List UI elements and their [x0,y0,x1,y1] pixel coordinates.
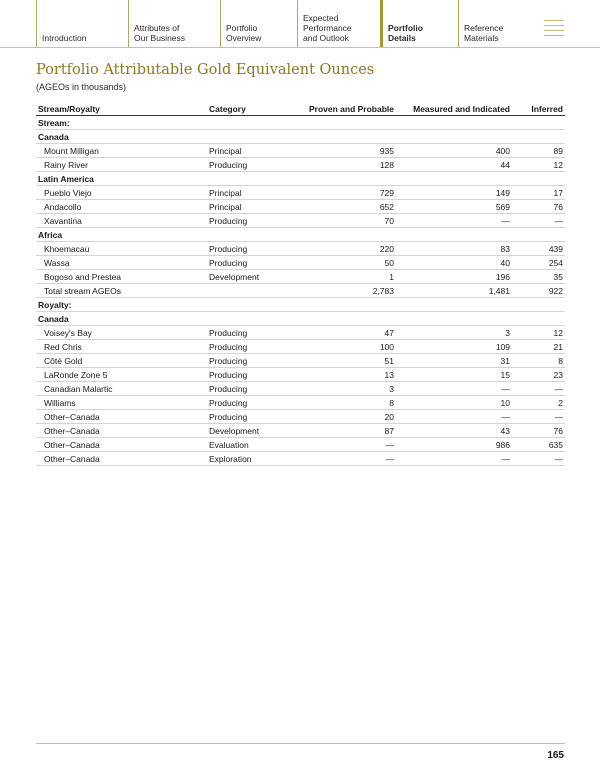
cell-inferred: 635 [512,438,565,452]
cell-measured-indicated: 400 [396,144,512,158]
cell-measured-indicated: 3 [396,326,512,340]
cell-category: Evaluation [207,438,303,452]
cell-name: Total stream AGEOs [36,284,207,298]
cell-name: Mount Milligan [36,144,207,158]
cell-name: Andacollo [36,200,207,214]
table-row [36,242,565,256]
cell-proven-probable: 652 [303,200,396,214]
cell-measured-indicated: — [396,410,512,424]
cell-inferred: 17 [512,186,565,200]
cell-category: Producing [207,256,303,270]
header-inferred: Inferred [512,102,565,116]
cell-proven-probable: — [303,452,396,466]
cell-inferred: 89 [512,144,565,158]
page-title: Portfolio Attributable Gold Equivalent Ounces [36,62,375,78]
nav-tab-label: Introduction [42,33,87,43]
cell-proven-probable: 128 [303,158,396,172]
cell-category: Producing [207,368,303,382]
cell-inferred: — [512,214,565,228]
cell-measured-indicated: — [396,382,512,396]
nav-tab-label: and Outlook [303,33,349,43]
cell-name: Xavantina [36,214,207,228]
cell-category: Producing [207,326,303,340]
section-label: Stream: [36,116,565,130]
nav-tab-2[interactable] [220,0,297,47]
cell-inferred: — [512,452,565,466]
cell-measured-indicated: 31 [396,354,512,368]
section-label: Canada [36,130,565,144]
section-row [36,172,565,186]
header-measured-indicated: Measured and Indicated [396,102,512,116]
cell-category: Principal [207,186,303,200]
total-row [36,284,565,298]
cell-inferred: 922 [512,284,565,298]
cell-proven-probable: 50 [303,256,396,270]
cell-proven-probable: 935 [303,144,396,158]
cell-measured-indicated: 149 [396,186,512,200]
table-row [36,396,565,410]
section-row [36,130,565,144]
table-subtitle: (AGEOs in thousands) [36,82,127,92]
cell-category: Producing [207,214,303,228]
cell-measured-indicated: 43 [396,424,512,438]
cell-measured-indicated: 986 [396,438,512,452]
cell-name: Williams [36,396,207,410]
cell-category: Producing [207,340,303,354]
cell-category: Producing [207,410,303,424]
cell-inferred: 35 [512,270,565,284]
cell-category: Producing [207,158,303,172]
footer-divider [36,743,565,744]
cell-name: Wassa [36,256,207,270]
table-row [36,438,565,452]
cell-proven-probable: — [303,438,396,452]
cell-category: Exploration [207,452,303,466]
section-label: Canada [36,312,565,326]
cell-category: Producing [207,354,303,368]
nav-tab-label: Our Business [134,33,186,43]
nav-tab-1[interactable] [128,0,220,47]
nav-tab-label: Portfolio [226,23,258,33]
cell-inferred: 439 [512,242,565,256]
cell-measured-indicated: 83 [396,242,512,256]
cell-inferred: 12 [512,326,565,340]
nav-tab-4[interactable] [380,0,458,47]
section-label: Latin America [36,172,565,186]
cell-proven-probable: 87 [303,424,396,438]
cell-inferred: — [512,382,565,396]
cell-name: LaRonde Zone 5 [36,368,207,382]
table-row [36,354,565,368]
table-row [36,256,565,270]
table-row [36,200,565,214]
cell-name: Other–Canada [36,438,207,452]
table-row [36,158,565,172]
table-header-row [36,102,565,116]
cell-proven-probable: 13 [303,368,396,382]
cell-name: Canadian Malartic [36,382,207,396]
cell-measured-indicated: 10 [396,396,512,410]
table-row [36,382,565,396]
table-row [36,368,565,382]
nav-tab-3[interactable] [297,0,380,47]
table-row [36,326,565,340]
cell-proven-probable: 1 [303,270,396,284]
cell-category: Development [207,424,303,438]
cell-name: Red Chris [36,340,207,354]
nav-tab-label: Overview [226,33,262,43]
section-label: Africa [36,228,565,242]
header-proven-probable: Proven and Probable [303,102,396,116]
cell-proven-probable: 47 [303,326,396,340]
section-row [36,298,565,312]
section-label: Royalty: [36,298,565,312]
section-row [36,228,565,242]
table-row [36,410,565,424]
cell-proven-probable: 70 [303,214,396,228]
nav-tab-label: Reference [464,23,504,33]
cell-proven-probable: 729 [303,186,396,200]
table-row [36,424,565,438]
cell-proven-probable: 20 [303,410,396,424]
cell-category: Producing [207,382,303,396]
cell-proven-probable: 2,783 [303,284,396,298]
cell-inferred: 2 [512,396,565,410]
table-row [36,214,565,228]
hamburger-menu-icon[interactable] [544,20,564,40]
table-row [36,340,565,354]
ageo-table [36,102,565,466]
nav-tab-5[interactable] [458,0,548,47]
top-navigation [0,0,600,48]
cell-measured-indicated: 40 [396,256,512,270]
cell-measured-indicated: — [396,452,512,466]
header-category: Category [207,102,303,116]
cell-measured-indicated: 196 [396,270,512,284]
cell-category: Development [207,270,303,284]
cell-proven-probable: 8 [303,396,396,410]
nav-tab-label: Expected [303,13,339,23]
cell-inferred: 21 [512,340,565,354]
cell-name: Pueblo Viejo [36,186,207,200]
cell-proven-probable: 220 [303,242,396,256]
nav-tab-label: Materials [464,33,499,43]
cell-name: Other–Canada [36,424,207,438]
cell-proven-probable: 100 [303,340,396,354]
cell-proven-probable: 3 [303,382,396,396]
table-row [36,452,565,466]
nav-tab-label: Performance [303,23,352,33]
page-number: 165 [547,750,564,761]
cell-inferred: 12 [512,158,565,172]
cell-name: Côté Gold [36,354,207,368]
cell-category: Principal [207,144,303,158]
cell-measured-indicated: — [396,214,512,228]
cell-name: Other–Canada [36,452,207,466]
cell-category [207,284,303,298]
nav-tab-label: Details [388,33,416,43]
cell-category: Producing [207,396,303,410]
cell-measured-indicated: 15 [396,368,512,382]
cell-name: Other–Canada [36,410,207,424]
cell-inferred: 254 [512,256,565,270]
cell-inferred: 8 [512,354,565,368]
section-row [36,116,565,130]
cell-proven-probable: 51 [303,354,396,368]
cell-category: Principal [207,200,303,214]
cell-inferred: 76 [512,424,565,438]
nav-tab-label: Portfolio [388,23,423,33]
cell-name: Voisey's Bay [36,326,207,340]
cell-inferred: 76 [512,200,565,214]
cell-inferred: 23 [512,368,565,382]
cell-name: Bogoso and Prestea [36,270,207,284]
nav-tab-0[interactable] [36,0,128,47]
table-row [36,270,565,284]
cell-category: Producing [207,242,303,256]
cell-name: Rainy River [36,158,207,172]
cell-measured-indicated: 109 [396,340,512,354]
table-row [36,186,565,200]
table-row [36,144,565,158]
section-row [36,312,565,326]
cell-measured-indicated: 569 [396,200,512,214]
cell-measured-indicated: 1,481 [396,284,512,298]
nav-tab-label: Attributes of [134,23,180,33]
cell-inferred: — [512,410,565,424]
cell-measured-indicated: 44 [396,158,512,172]
header-stream-royalty: Stream/Royalty [36,102,207,116]
cell-name: Khoemacau [36,242,207,256]
